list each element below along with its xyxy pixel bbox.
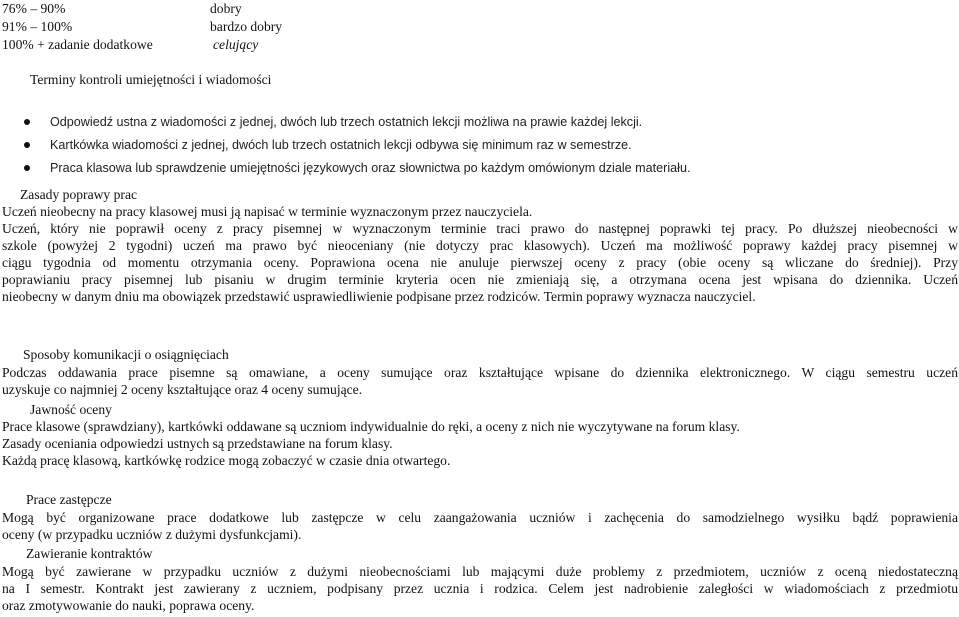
bullet-icon — [24, 142, 30, 148]
list-item — [20, 137, 690, 160]
text-line: Uczeń nieobecny na pracy klasowej musi ją napisać w terminie wyznaczonym przez nauczyciela. — [2, 204, 533, 219]
text-line: uzyskuje co najmniej 2 oceny kształtujące oraz 4 oceny sumujące. — [2, 382, 363, 397]
list-item-text: Praca klasowa lub sprawdzenie umiejętności językowych oraz słownictwa po każdym omówionym dziale materiału. — [50, 161, 691, 175]
text-line: poprawianiu pracy pisemnej lub pisaniu w drugim terminie kryteria ocen nie zmieniają się, a otrzymana ocena jest wpisana do dziennika. Uczeń — [2, 272, 958, 287]
list-item — [20, 114, 690, 137]
section-heading-terms: Terminy kontroli umiejętności i wiadomości — [30, 72, 272, 87]
text-line: nieobecny w danym dniu ma obowiązek przedstawić usprawiedliwienie podpisane przez rodziców. Termin poprawy wyznacza nauczyciel. — [2, 289, 756, 304]
section-heading-substitute: Prace zastępcze — [26, 492, 112, 507]
communication-paragraph — [2, 364, 958, 398]
bullet-icon — [24, 165, 30, 171]
text-line: Prace klasowe (sprawdziany), kartkówki oddawane są uczniom indywidualnie do ręki, a oceny z nich nie wyczytywane na forum klasy. — [2, 419, 740, 434]
text-line: na I semestr. Kontrakt jest zawierany z uczniem, podpisany przez ucznia i rodzica. Celem jest nadrobienie zaległości w wiadomościach z przedmiotu — [2, 581, 958, 596]
text-line: Mogą być organizowane prace dodatkowe lub zastępcze w celu zaangażowania uczniów i zachęcenia do samodzielnego wysiłku bądź poprawienia — [2, 510, 958, 525]
substitute-paragraph — [2, 509, 958, 543]
section-heading-rules: Zasady poprawy prac — [20, 187, 138, 202]
list-item-text: Odpowiedź ustna z wiadomości z jednej, dwóch lub trzech ostatnich lekcji możliwa na prawie każdej lekcji. — [50, 115, 643, 129]
transparency-paragraph — [2, 418, 958, 469]
terms-bullet-list — [20, 114, 690, 183]
grade-name: bardzo dobry — [210, 19, 283, 34]
section-heading-communication: Sposoby komunikacji o osiągnięciach — [23, 347, 229, 362]
rules-paragraph — [2, 203, 958, 305]
text-line: oraz zmotywowanie do nauki, poprawa oceny. — [2, 598, 255, 613]
grade-name: dobry — [210, 1, 242, 16]
text-line: ciągu tygodnia od momentu otrzymania oceny. Poprawiona ocena nie anuluje pierwszej oceny z pracy (obie oceny są wliczane do średniej). Przy — [2, 255, 958, 270]
text-line: Każdą pracę klasową, kartkówkę rodzice mogą zobaczyć w czasie dnia otwartego. — [2, 453, 451, 468]
grade-name: celujący — [213, 37, 259, 52]
list-item-text: Kartkówka wiadomości z jednej, dwóch lub trzech ostatnich lekcji odbywa się minimum raz w semestrze. — [50, 138, 632, 152]
grade-range: 100% + zadanie dodatkowe — [2, 37, 153, 52]
grade-range: 76% – 90% — [2, 1, 66, 16]
list-item — [20, 160, 690, 183]
section-heading-transparency: Jawność oceny — [30, 402, 112, 417]
text-line: oceny (w przypadku uczniów z dużymi dysfunkcjami). — [2, 527, 302, 542]
section-heading-contracts: Zawieranie kontraktów — [26, 546, 153, 561]
contracts-paragraph — [2, 563, 958, 614]
text-line: Mogą być zawierane w przypadku uczniów z dużymi nieobecnościami lub mającymi duże problemy z przedmiotem, uczniów z oceną niedostateczną — [2, 564, 958, 579]
text-line: Zasady oceniania odpowiedzi ustnych są przedstawiane na forum klasy. — [2, 436, 393, 451]
grade-range: 91% – 100% — [2, 19, 73, 34]
text-line: Uczeń, który nie poprawił oceny z pracy pisemnej w wyznaczonym terminie traci prawo do następnej poprawki tej pracy. Po dłuższej nieobecności w — [2, 221, 958, 236]
bullet-icon — [24, 119, 30, 125]
text-line: Podczas oddawania prace pisemne są omawiane, a oceny sumujące oraz kształtujące wpisane do dziennika elektronicznego. W ciągu semestru uczeń — [2, 365, 958, 380]
text-line: szkole (powyżej 2 tygodni) uczeń ma prawo być nieoceniany (nie dotyczy prac klasowych). Uczeń ma możliwość poprawy każdej pracy pisemnej w — [2, 238, 958, 253]
